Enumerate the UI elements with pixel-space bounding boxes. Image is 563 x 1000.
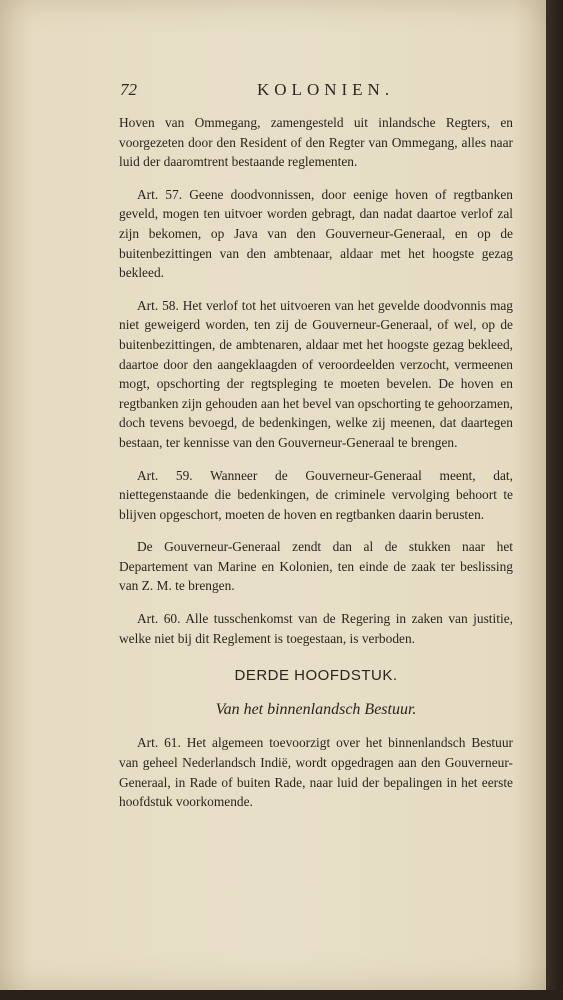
- chapter-subtitle: Van het binnenlandsch Bestuur.: [215, 700, 417, 718]
- page-edge-shadow: [546, 0, 563, 1000]
- article-59: Art. 59. Wanneer de Gouverneur-Generaal meent, dat, niettegenstaande die bedenkingen, de criminele vervolging behoort te blijven opgeschort, moeten de hoven en regtbanken daarin berusten.: [119, 467, 513, 522]
- page-header: [120, 80, 520, 104]
- article-61: Art. 61. Het algemeen toevoorzigt over het binnenlandsch Bestuur van geheel Nederlandsch Indië, wordt opgedragen aan den Gouverneur-Generaal, in Rade of buiten Rade, naar luid der bepalingen in het eerste hoofdstuk voorkomende.: [119, 735, 513, 810]
- chapter-heading: DERDE HOOFDSTUK.: [234, 667, 398, 685]
- article-59-continued: De Gouverneur-Generaal zendt dan al de stukken naar het Departement van Marine en Kolonien, ten einde de zaak ter beslissing van Z. M. te brengen.: [119, 539, 513, 594]
- article-60: Art. 60. Alle tusschenkomst van de Regering in zaken van justitie, welke niet bij dit Reglement is toegestaan, is verboden.: [119, 611, 513, 646]
- article-58: Art. 58. Het verlof tot het uitvoeren van het gevelde doodvonnis mag niet geweigerd worden, ten zij de Gouverneur-Generaal, of wel, op de buitenbezittingen, de ambtenaren, aldaar met het hoogste gezag bekleed, daartoe door den aangeklaagden of veroordeelden verzocht, vermeenen mogt, opschorting der regtspleging te moeten bevelen. De hoven en regtbanken zijn gehouden aan het bevel van opschorting te gehoorzamen, doch tevens bevoegd, de bedenkingen, welke zij meenen, dat daartegen bestaan, ter kennisse van den Gouverneur-Generaal te brengen.: [119, 297, 513, 450]
- page-number: 72: [120, 80, 137, 99]
- page-body: [119, 113, 513, 825]
- article-57: Art. 57. Geene doodvonnissen, door eenige hoven of regtbanken geveld, mogen ten uitvoer worden gebragt, dan nadat daartoe verlof zal zijn bekomen, op Java van den Gouverneur-Generaal, en op de buitenbezittingen van den ambtenaar, aldaar met het hoogste gezag bekleed.: [119, 186, 513, 281]
- running-head: KOLONIEN.: [257, 80, 395, 99]
- page-bottom-edge: [0, 990, 563, 1000]
- paragraph-continuation: Hoven van Ommegang, zamengesteld uit inlandsche Regters, en voorgezeten door den Resident of den Regter van Ommegang, alles naar luid der daaromtrent bestaande reglementen.: [119, 115, 513, 170]
